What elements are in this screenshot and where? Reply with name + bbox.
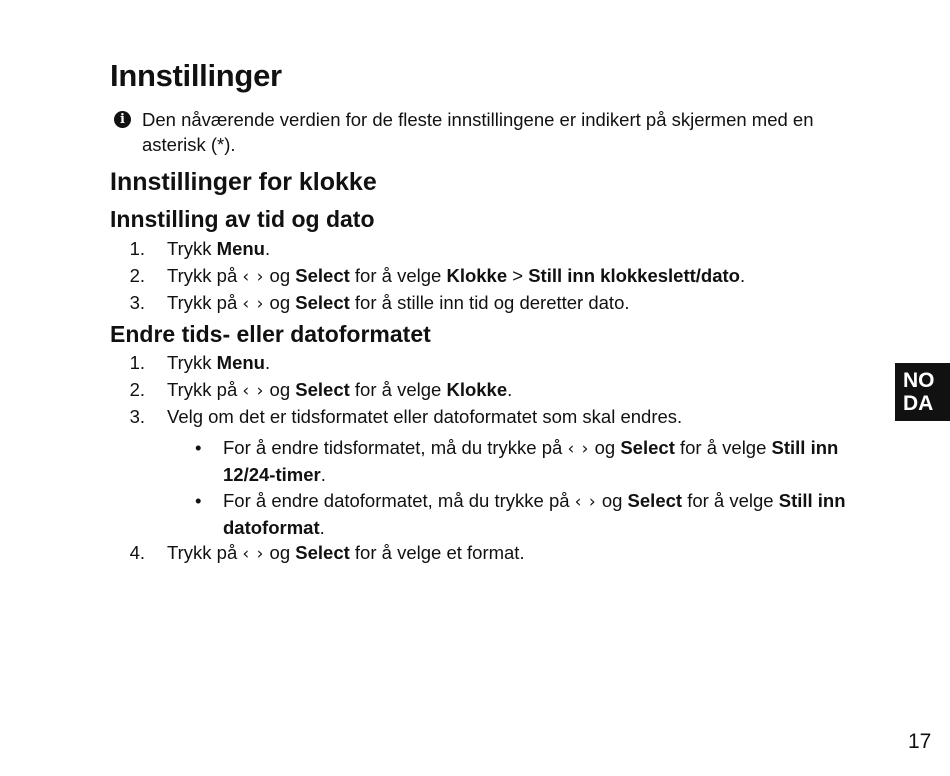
step-number: 3.	[129, 292, 145, 313]
language-tab	[895, 363, 950, 421]
step-item	[112, 290, 630, 317]
left-right-arrows-icon: ‹ ›	[567, 439, 590, 459]
step-text: Trykk	[167, 352, 217, 373]
step-text: Trykk på	[167, 265, 243, 286]
step-number: 2.	[129, 379, 145, 400]
left-right-arrows-icon: ‹ ›	[242, 294, 265, 314]
step-bold: Select	[295, 542, 350, 563]
step-bold: Select	[295, 292, 350, 313]
bullet-run: for å velge	[682, 490, 779, 511]
bullet-bold: Still inn datoformat	[223, 490, 846, 538]
step-text: >	[507, 265, 529, 286]
step-item	[112, 540, 525, 567]
step-bold: Still inn klokkeslett/dato	[528, 265, 740, 286]
step-text: .	[264, 352, 271, 373]
bullet-run: For å endre datoformatet, må du trykke på	[223, 490, 575, 511]
step-text: for å velge	[349, 265, 447, 286]
left-right-arrows-icon: ‹ ›	[242, 544, 265, 564]
info-note	[112, 107, 872, 157]
step-text: og	[264, 292, 296, 313]
info-note-text: Den nåværende verdien for de fleste innstillingene er indikert på skjermen med en asterisk (*).	[142, 109, 814, 155]
step-text: og	[264, 265, 296, 286]
step-text: for å stille inn tid og deretter dato.	[349, 292, 630, 313]
step-item	[112, 404, 682, 430]
bullet-run: .	[319, 517, 325, 538]
step-text: og	[264, 542, 296, 563]
step-bold: Select	[295, 379, 350, 400]
bullet-run: og	[596, 490, 628, 511]
step-text: .	[739, 265, 746, 286]
page-title: Innstillinger	[110, 58, 282, 93]
bullet-item	[195, 435, 875, 487]
bullet-text	[223, 488, 875, 540]
bullet-dot: •	[195, 490, 202, 511]
bullet-bold: Select	[620, 437, 675, 458]
step-text: Trykk på	[167, 542, 243, 563]
section-title: Innstillinger for klokke	[110, 168, 377, 196]
step-text: Trykk på	[167, 379, 243, 400]
info-icon: i	[114, 111, 131, 128]
bullet-item	[195, 488, 875, 540]
step-number: 1.	[129, 352, 145, 373]
bullet-dot: •	[195, 437, 202, 458]
step-bold: Klokke	[446, 265, 508, 286]
page-number: 17	[908, 730, 932, 753]
step-number: 3.	[129, 406, 145, 427]
step-bold: Select	[295, 265, 350, 286]
subsection-title-format: Endre tids- eller datoformatet	[110, 321, 431, 347]
bullet-run: for å velge	[674, 437, 772, 458]
step-bold: Menu	[216, 352, 265, 373]
step-number: 4.	[129, 542, 145, 563]
step-number: 1.	[129, 238, 145, 259]
step-text: Velg om det er tidsformatet eller datoformatet som skal endres.	[167, 406, 683, 427]
subsection-title-time-date: Innstilling av tid og dato	[110, 206, 375, 232]
step-item	[112, 236, 270, 262]
step-item	[112, 263, 745, 290]
language-code-no: NO	[903, 369, 935, 392]
step-text: .	[264, 238, 271, 259]
step-bold: Menu	[216, 238, 265, 259]
bullet-run: For å endre tidsformatet, må du trykke på	[223, 437, 568, 458]
bullet-run: og	[589, 437, 621, 458]
step-text: for å velge et format.	[349, 542, 525, 563]
step-number: 2.	[129, 265, 145, 286]
bullet-run: .	[320, 464, 326, 485]
left-right-arrows-icon: ‹ ›	[574, 492, 597, 512]
step-bold: Klokke	[446, 379, 508, 400]
step-item	[112, 377, 512, 404]
language-code-da: DA	[903, 392, 934, 415]
bullet-text	[223, 435, 875, 487]
step-text: .	[507, 379, 513, 400]
step-text: Trykk på	[167, 292, 243, 313]
bullet-bold: Select	[627, 490, 683, 511]
left-right-arrows-icon: ‹ ›	[242, 381, 265, 401]
step-text: og	[264, 379, 296, 400]
left-right-arrows-icon: ‹ ›	[242, 267, 265, 287]
step-text: for å velge	[349, 379, 447, 400]
step-text: Trykk	[167, 238, 217, 259]
bullet-bold: Still inn 12/24-timer	[223, 437, 839, 485]
step-item	[112, 350, 270, 376]
